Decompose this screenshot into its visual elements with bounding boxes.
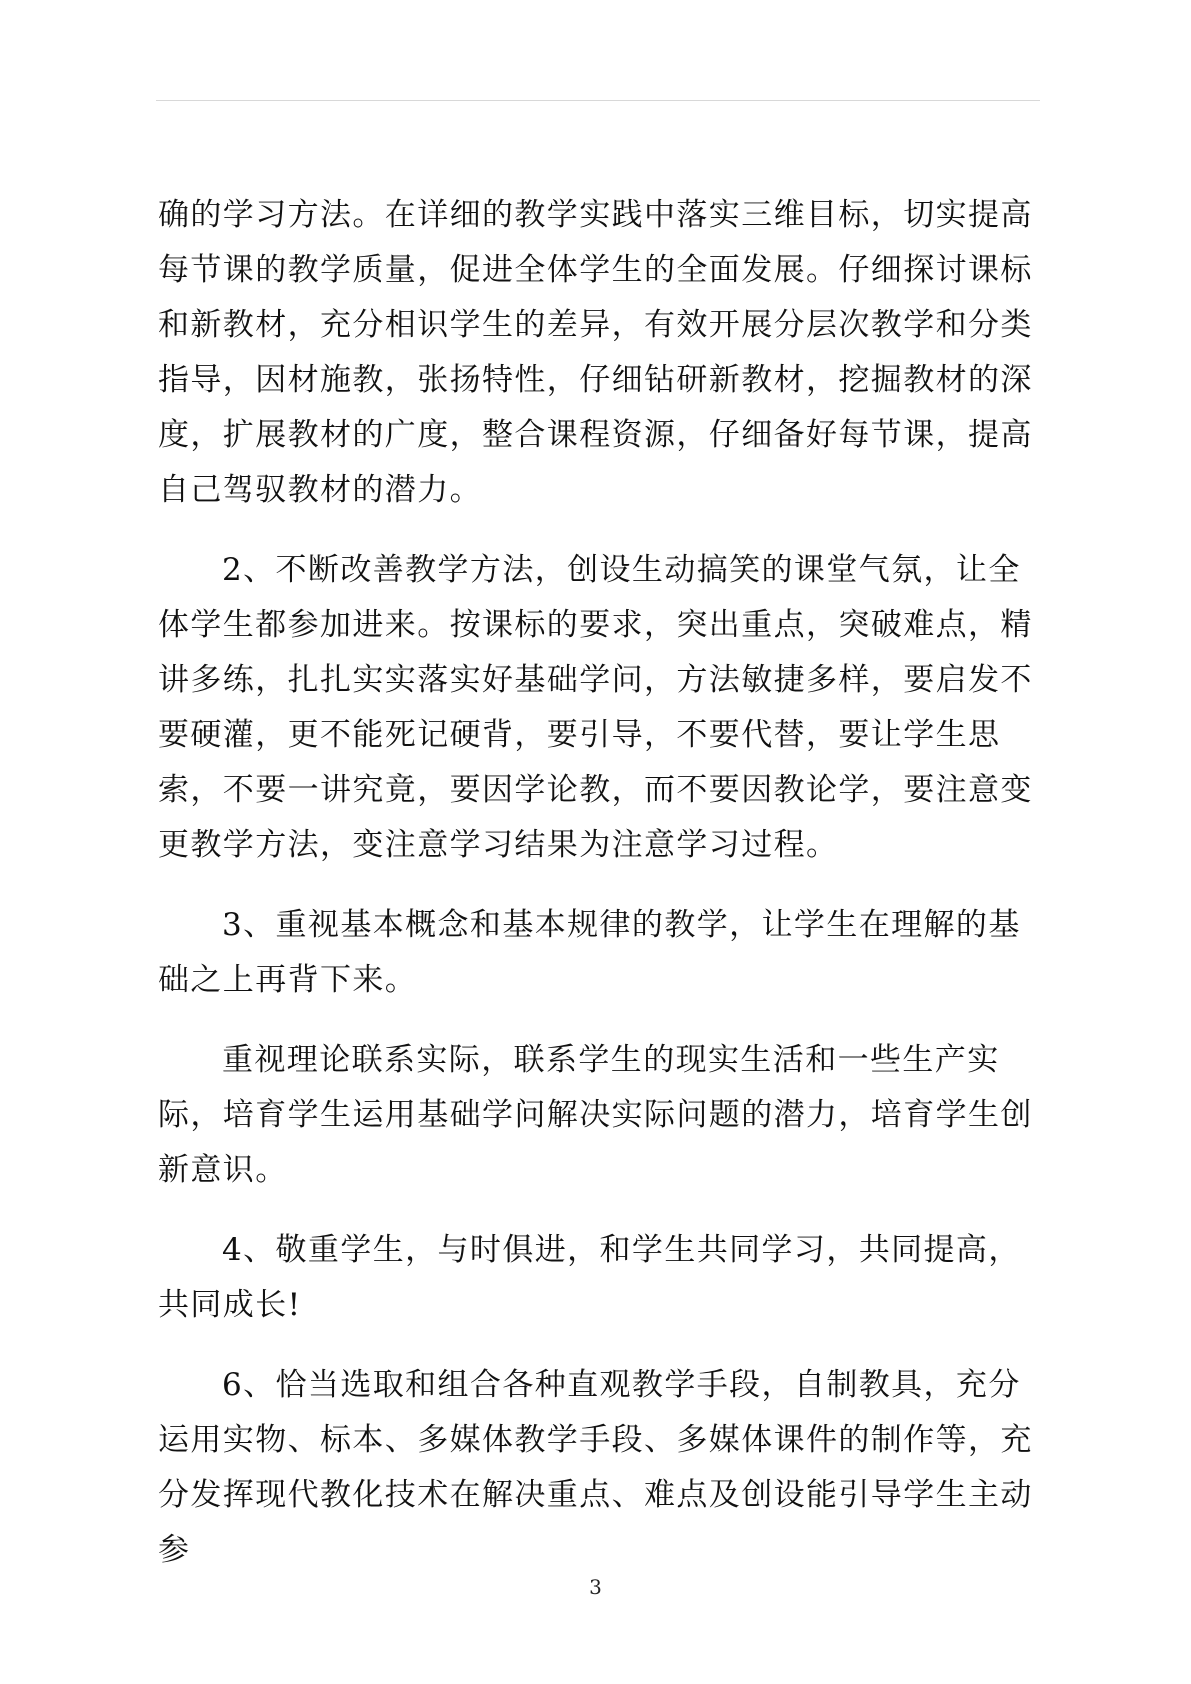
page-number: 3 — [589, 1575, 602, 1599]
paragraph-respect-students: 4、敬重学生，与时俱进，和学生共同学习，共同提高，共同成长! — [158, 1232, 1021, 1323]
document-body — [158, 188, 1053, 1578]
paragraph-continuation: 确的学习方法。在详细的教学实践中落实三维目标，切实提高每节课的教学质量，促进全体学生的全面发展。仔细探讨课标和新教材，充分相识学生的差异，有效开展分层次教学和分类指导，因材施教，张扬特性，仔细钻研新教材，挖掘教材的深度，扩展教材的广度，整合课程资源，仔细备好每节课，提高自己驾驭教材的潜力。 — [158, 197, 1033, 508]
paragraph-basic-concepts: 3、重视基本概念和基本规律的教学，让学生在理解的基础之上再背下来。 — [158, 907, 1021, 998]
header-rule — [156, 100, 1040, 101]
paragraph-theory-practice: 重视理论联系实际，联系学生的现实生活和一些生产实际，培育学生运用基础学问解决实际问题的潜力，培育学生创新意识。 — [158, 1042, 1033, 1188]
paragraph-teaching-methods: 2、不断改善教学方法，创设生动搞笑的课堂气氛，让全体学生都参加进来。按课标的要求，突出重点，突破难点，精讲多练，扎扎实实落实好基础学问，方法敏捷多样，要启发不要硬灌，更不能死记硬背，要引导，不要代替，要让学生思索，不要一讲究竟，要因学论教，而不要因教论学，要注意变更教学方法，变注意学习结果为注意学习过程。 — [158, 552, 1033, 863]
paragraph-teaching-tools: 6、恰当选取和组合各种直观教学手段，自制教具，充分运用实物、标本、多媒体教学手段、多媒体课件的制作等，充分发挥现代教化技术在解决重点、难点及创设能引导学生主动参 — [158, 1367, 1033, 1568]
